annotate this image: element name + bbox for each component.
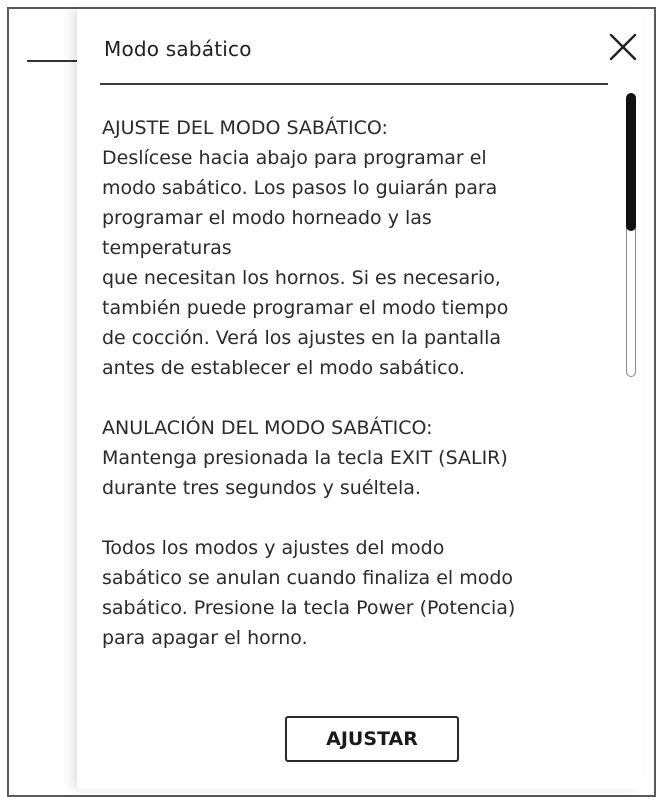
section-heading-setup: AJUSTE DEL MODO SABÁTICO: — [102, 117, 388, 139]
dialog-content — [102, 113, 602, 653]
scrollbar-thumb[interactable] — [626, 93, 636, 231]
section-body-setup: Deslícese hacia abajo para programar el modo sabático. Los pasos lo guiarán para programar el modo horneado y las temperaturas que necesitan los hornos. Si es necesario, también puede programar el modo tiempo de cocción. Verá los ajustes en la pantalla antes de establecer el modo sabático. — [102, 147, 509, 379]
section-body-notes: Todos los modos y ajustes del modo sabático se anulan cuando finaliza el modo sabático. Presione la tecla Power (Potencia) para apagar el horno. — [102, 537, 516, 649]
sabbath-mode-dialog — [77, 9, 642, 789]
section-heading-cancel: ANULACIÓN DEL MODO SABÁTICO: — [102, 417, 433, 439]
close-button[interactable] — [605, 29, 641, 65]
ajustar-button[interactable]: AJUSTAR — [285, 716, 459, 762]
scrollbar[interactable] — [626, 93, 636, 377]
section-body-cancel: Mantenga presionada la tecla EXIT (SALIR) durante tres segundos y suéltela. — [102, 447, 508, 499]
dialog-title: Modo sabático — [104, 37, 252, 61]
title-divider — [100, 83, 608, 85]
close-icon — [605, 29, 641, 65]
